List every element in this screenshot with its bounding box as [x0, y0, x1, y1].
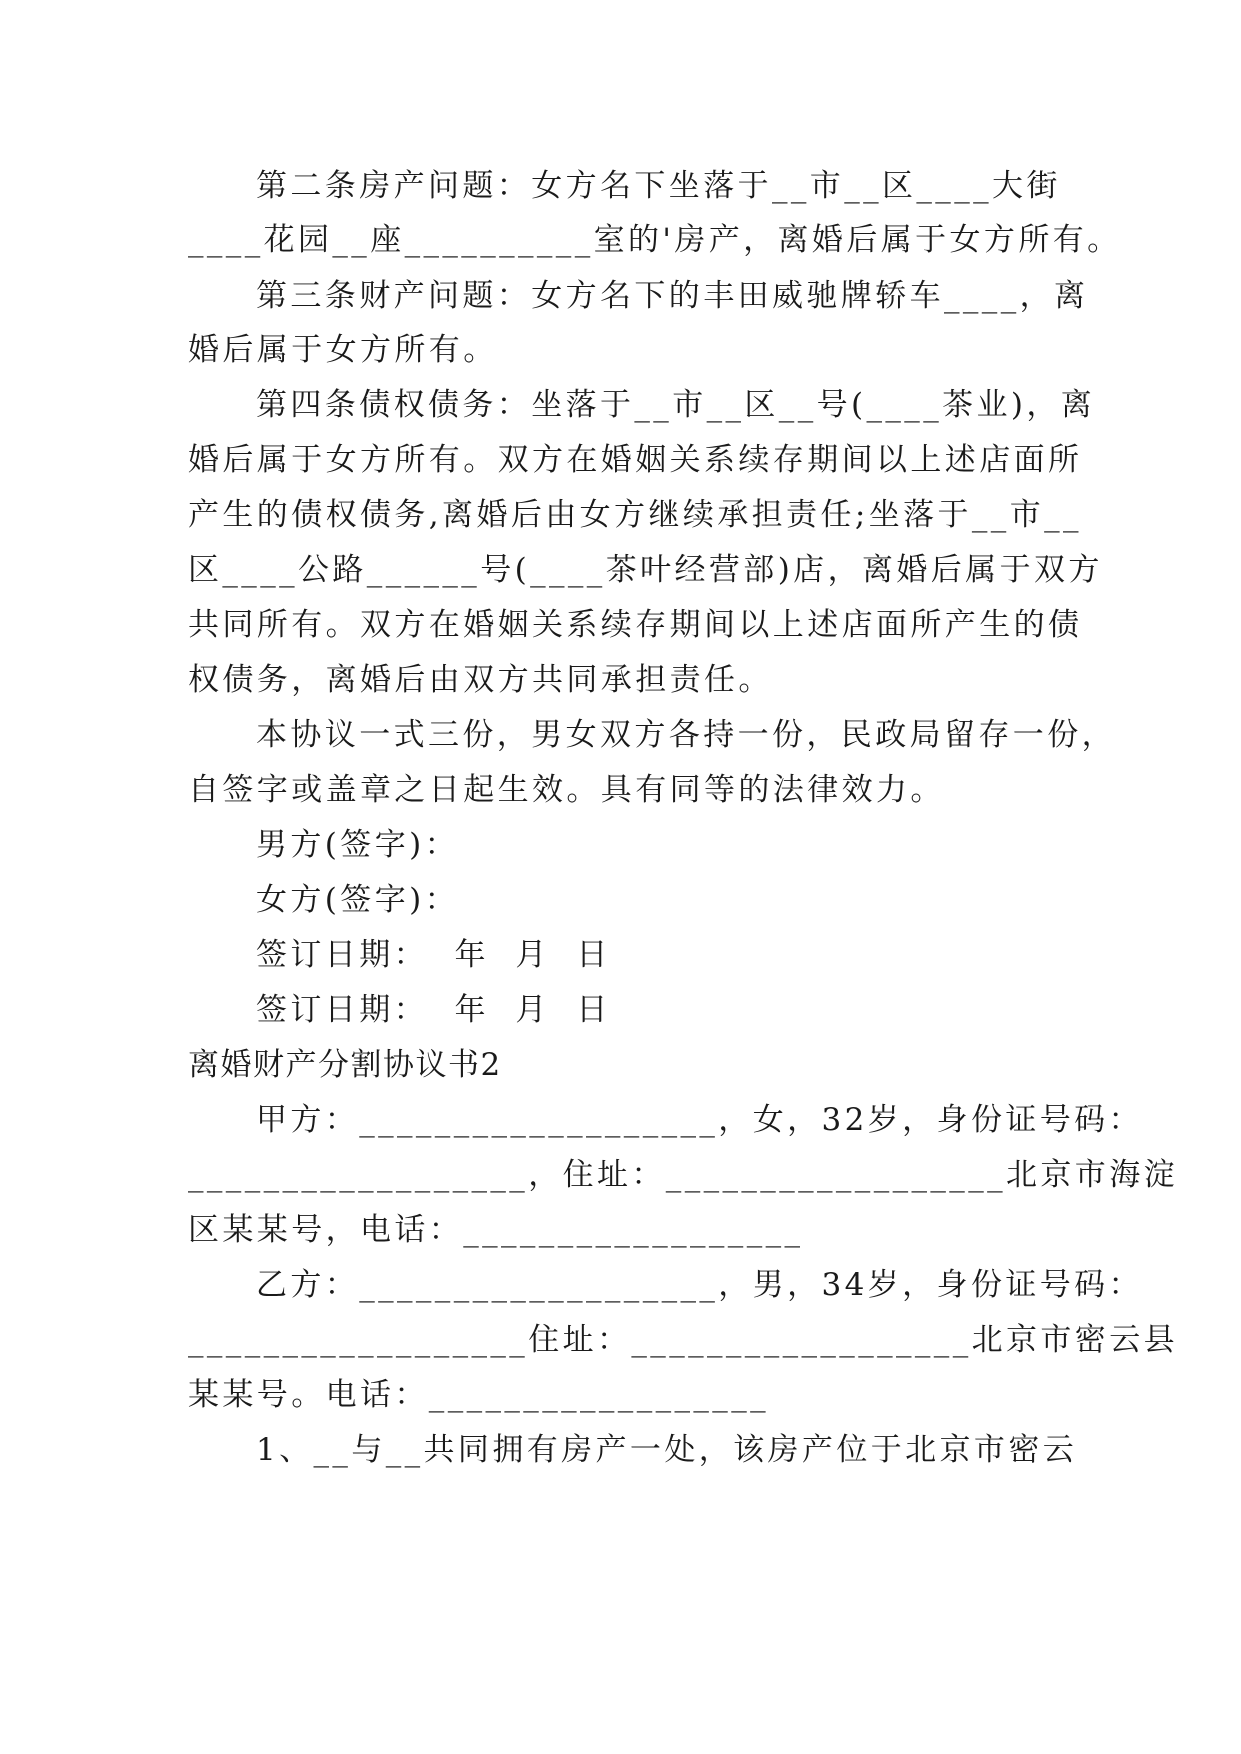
clause-4-line-4: 区____公路______号(____茶叶经营部)店，离婚后属于双方 — [188, 552, 1103, 588]
sign-date-line-2: 签订日期： 年 月 日 — [256, 992, 611, 1028]
clause-4-line-1: 第四条债权债务：坐落于__市__区__号(____茶业)，离 — [256, 387, 1096, 423]
copies-line-1: 本协议一式三份，男女双方各持一份，民政局留存一份， — [256, 717, 1116, 753]
party-a-line-1: 甲方：___________________，女，32岁，身份证号码： — [256, 1102, 1143, 1138]
party-b-line-1: 乙方：___________________，男，34岁，身份证号码： — [256, 1267, 1143, 1303]
party-a-line-2: __________________，住址：__________________北京市海淀 — [188, 1157, 1178, 1193]
female-signature-line: 女方(签字)： — [256, 882, 459, 918]
party-b-line-3: 某某号。电话：__________________ — [188, 1377, 769, 1413]
party-a-line-3: 区某某号，电话：__________________ — [188, 1212, 804, 1248]
clause-3-line-2: 婚后属于女方所有。 — [188, 332, 498, 368]
clause-3-line-1: 第三条财产问题：女方名下的丰田威驰牌轿车____，离 — [256, 278, 1089, 314]
clause-4-line-6: 权债务，离婚后由双方共同承担责任。 — [188, 662, 773, 698]
clause-4-line-3: 产生的债权债务,离婚后由女方继续承担责任;坐落于__市__ — [188, 497, 1082, 533]
male-signature-line: 男方(签字)： — [256, 827, 459, 863]
clause-2-line-1: 第二条房产问题：女方名下坐落于__市__区____大街 — [256, 168, 1061, 204]
document-title-2: 离婚财产分割协议书2 — [188, 1047, 502, 1083]
clause-4-line-5: 共同所有。双方在婚姻关系续存期间以上述店面所产生的债 — [188, 607, 1083, 643]
party-b-line-2: __________________住址：__________________北京市密云县 — [188, 1322, 1178, 1358]
sign-date-line-1: 签订日期： 年 月 日 — [256, 937, 611, 973]
copies-line-2: 自签字或盖章之日起生效。具有同等的法律效力。 — [188, 772, 945, 808]
clause-2-line-2: ____花园__座__________室的'房产，离婚后属于女方所有。 — [188, 222, 1122, 258]
item-1-line: 1、__与__共同拥有房产一处，该房产位于北京市密云 — [256, 1432, 1078, 1468]
clause-4-line-2: 婚后属于女方所有。双方在婚姻关系续存期间以上述店面所 — [188, 442, 1083, 478]
